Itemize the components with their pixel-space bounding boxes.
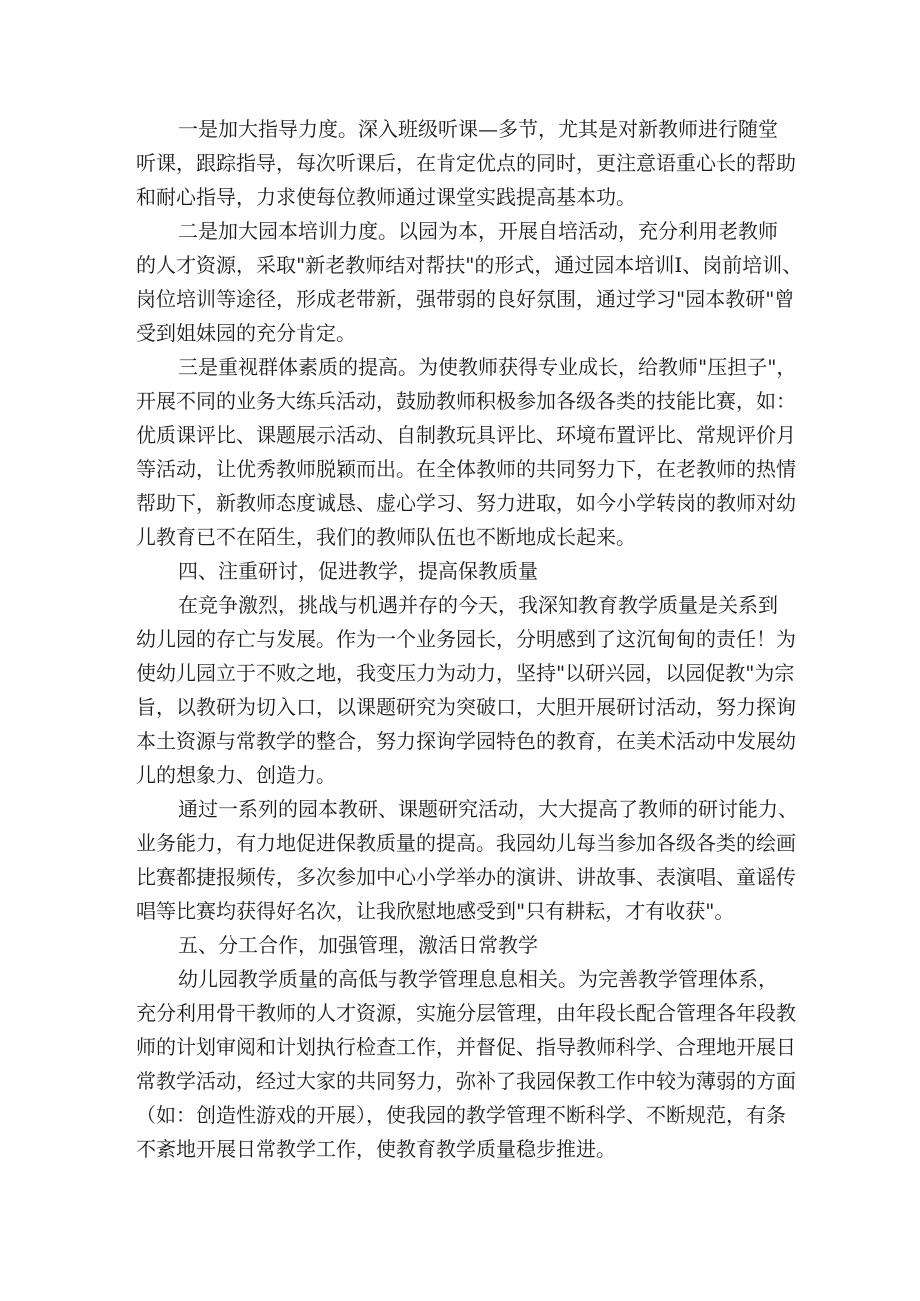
paragraph-line: 唱等比赛均获得好名次，让我欣慰地感受到"只有耕耘，才有收获"。	[136, 899, 735, 923]
paragraph-line: 岗位培训等途径，形成老带新，强带弱的良好氛围，通过学习"园本教研"曾	[136, 287, 795, 311]
paragraph-line: 在竞争激烈，挑战与机遇并存的今天，我深知教育教学质量是关系到	[178, 593, 778, 617]
document-body	[136, 112, 820, 1166]
paragraph-line: 等活动，让优秀教师脱颖而出。在全体教师的共同努力下，在老教师的热情	[136, 457, 796, 481]
paragraph-4	[136, 554, 820, 588]
paragraph-line: 通过一系列的园本教研、课题研究活动，大大提高了教师的研讨能力、	[178, 797, 798, 821]
paragraph-line: 儿的想象力、创造力。	[136, 763, 336, 787]
paragraph-7	[136, 928, 820, 962]
paragraph-line: 的人才资源，采取"新老教师结对帮扶"的形式，通过园本培训I、岗前培训、	[136, 253, 803, 277]
paragraph-line: 儿教育已不在陌生，我们的教师队伍也不断地成长起来。	[136, 525, 636, 549]
paragraph-5	[136, 588, 820, 792]
paragraph-line: 幼儿园教学质量的高低与教学管理息息相关。为完善教学管理体系，	[178, 967, 778, 991]
paragraph-line: 充分利用骨干教师的人才资源，实施分层管理，由年段长配合管理各年段教	[136, 1001, 796, 1025]
paragraph-line: 帮助下，新教师态度诚恳、虚心学习、努力进取，如今小学转岗的教师对幼	[136, 491, 796, 515]
paragraph-1	[136, 112, 820, 214]
paragraph-line: 一是加大指导力度。深入班级听课—多节，尤其是对新教师进行随堂	[178, 117, 778, 141]
paragraph-line: 四、注重研讨，促进教学，提高保教质量	[178, 559, 538, 583]
paragraph-3	[136, 350, 820, 554]
paragraph-line: 和耐心指导，力求使每位教师通过课堂实践提高基本功。	[136, 185, 636, 209]
paragraph-line: 开展不同的业务大练兵活动，鼓励教师积极参加各级各类的技能比赛，如：	[136, 389, 796, 413]
paragraph-line: 五、分工合作，加强管理，激活日常教学	[178, 933, 538, 957]
paragraph-line: 师的计划审阅和计划执行检查工作，并督促、指导教师科学、合理地开展日	[136, 1035, 796, 1059]
paragraph-line: 二是加大园本培训力度。以园为本，开展自培活动，充分利用老教师	[178, 219, 778, 243]
paragraph-line: 常教学活动，经过大家的共同努力，弥补了我园保教工作中较为薄弱的方面	[136, 1069, 796, 1093]
paragraph-6	[136, 792, 820, 928]
paragraph-line: （如：创造性游戏的开展），使我园的教学管理不断科学、不断规范，有条	[136, 1103, 786, 1127]
paragraph-8	[136, 962, 820, 1166]
paragraph-line: 幼儿园的存亡与发展。作为一个业务园长，分明感到了这沉甸甸的责任！为	[136, 627, 796, 651]
paragraph-line: 使幼儿园立于不败之地，我变压力为动力，坚持"以研兴园，以园促教"为宗	[136, 661, 795, 685]
paragraph-line: 不紊地开展日常教学工作，使教育教学质量稳步推进。	[136, 1137, 616, 1161]
paragraph-2	[136, 214, 820, 350]
paragraph-line: 业务能力，有力地促进保教质量的提高。我园幼儿每当参加各级各类的绘画	[136, 831, 796, 855]
paragraph-line: 三是重视群体素质的提高。为使教师获得专业成长，给教师"压担子"，	[178, 355, 797, 379]
paragraph-line: 优质课评比、课题展示活动、自制教玩具评比、环境布置评比、常规评价月	[136, 423, 796, 447]
paragraph-line: 比赛都捷报频传，多次参加中心小学举办的演讲、讲故事、表演唱、童谣传	[136, 865, 796, 889]
paragraph-line: 本土资源与常教学的整合，努力探询学园特色的教育，在美术活动中发展幼	[136, 729, 796, 753]
paragraph-line: 旨，以教研为切入口，以课题研究为突破口，大胆开展研讨活动，努力探询	[136, 695, 796, 719]
paragraph-line: 听课，跟踪指导，每次听课后，在肯定优点的同时，更注意语重心长的帮助	[136, 151, 796, 175]
paragraph-line: 受到姐妹园的充分肯定。	[136, 321, 356, 345]
